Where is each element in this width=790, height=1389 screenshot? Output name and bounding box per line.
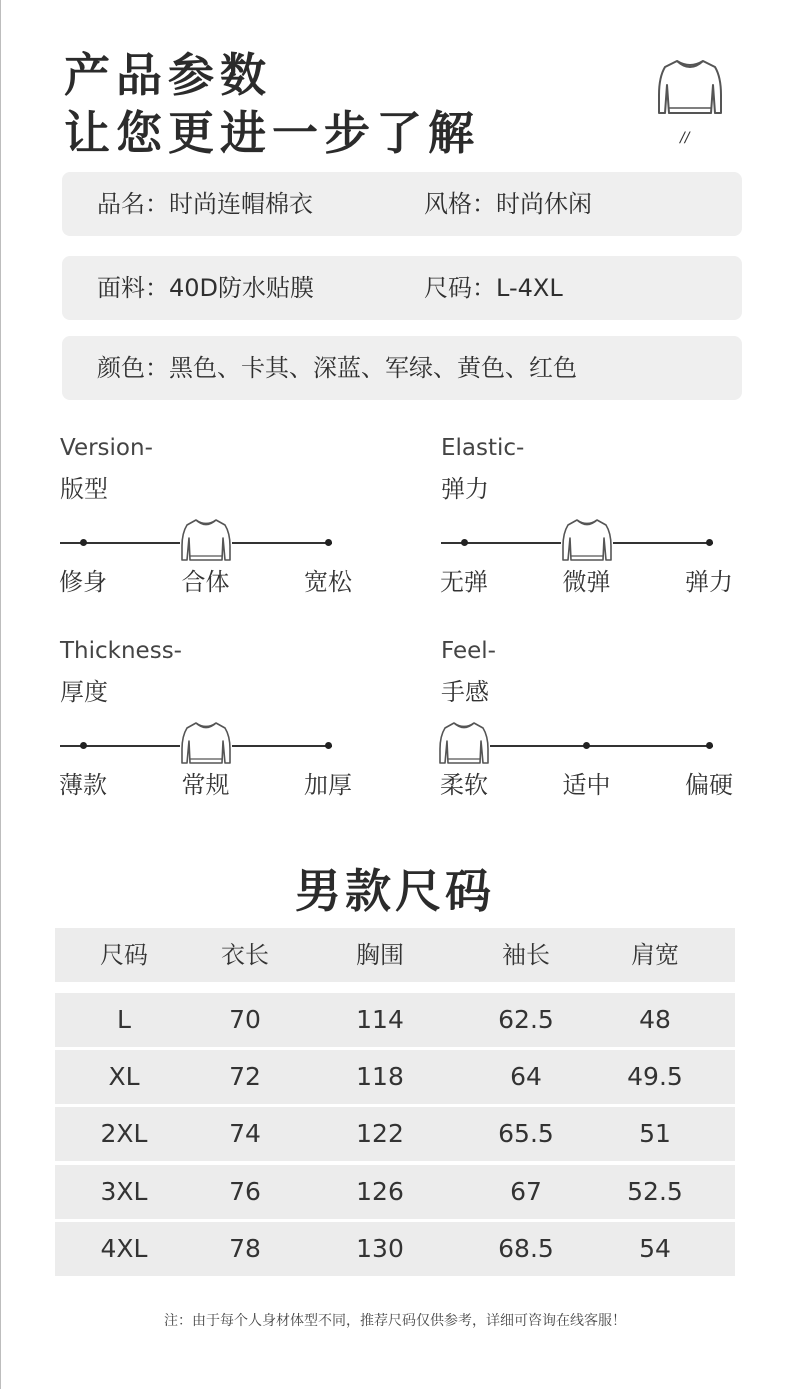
table-row [55,993,735,1047]
param-1-option-1: 微弹 [562,568,611,596]
decorative-mark: // [680,130,690,146]
table-cell: 4XL [100,1234,148,1263]
param-1-option-2: 弹力 [685,568,733,596]
table-header-cell: 袖长 [502,941,550,969]
table-cell: 114 [356,1005,404,1034]
table-header-row [55,928,735,982]
table-cell: 52.5 [627,1177,683,1206]
table-cell: XL [108,1062,140,1091]
param-3-option-1: 适中 [562,771,611,799]
table-cell: 3XL [100,1177,148,1206]
table-cell: 118 [356,1062,404,1091]
info-box-fabric-size [62,256,742,320]
table-cell: 54 [639,1234,671,1263]
param-0-dot-0 [80,539,87,546]
table-cell: 78 [229,1234,261,1263]
table-cell: 65.5 [498,1119,554,1148]
table-cell: 122 [356,1119,404,1148]
table-cell: 62.5 [498,1005,554,1034]
table-cell: 49.5 [627,1062,683,1091]
param-0-cn-label: 版型 [60,475,108,503]
param-3-option-2: 偏硬 [685,771,733,799]
param-2-en-label: Thickness- [60,638,182,664]
table-row [55,1222,735,1276]
param-3-cn-label: 手感 [441,678,489,706]
table-cell: 64 [510,1062,542,1091]
table-row [55,1165,735,1219]
param-1-sweater-icon [561,516,613,564]
param-0-en-label: Version- [60,435,153,461]
param-2-dot-2 [325,742,332,749]
param-2-option-2: 加厚 [304,771,352,799]
param-1-cn-label: 弹力 [441,475,489,503]
param-1-dot-0 [461,539,468,546]
info-box-name-style [62,172,742,236]
param-1-en-label: Elastic- [441,435,525,461]
param-3-en-label: Feel- [441,638,496,664]
param-0-option-2: 宽松 [304,568,352,596]
table-cell: 70 [229,1005,261,1034]
param-2-option-1: 常规 [181,771,230,799]
param-0-option-1: 合体 [181,568,230,596]
page-subtitle: 让您更进一步了解 [64,106,480,160]
info-style: 风格：时尚休闲 [424,190,592,218]
param-0-sweater-icon [180,516,232,564]
table-cell: 51 [639,1119,671,1148]
table-cell: 126 [356,1177,404,1206]
size-chart-title: 男款尺码 [295,864,495,918]
footnote: 注：由于每个人身材体型不同，推荐尺码仅供参考，详细可咨询在线客服！ [164,1313,626,1329]
param-2-dot-0 [80,742,87,749]
table-cell: L [117,1005,131,1034]
info-size-range: 尺码：L-4XL [424,274,563,302]
table-row [55,1050,735,1104]
param-0-option-0: 修身 [59,568,107,596]
info-colors: 颜色：黑色、卡其、深蓝、军绿、黄色、红色 [97,354,577,382]
table-row [55,1107,735,1161]
table-cell: 2XL [100,1119,148,1148]
table-header-cell: 胸围 [356,941,404,969]
table-cell: 76 [229,1177,261,1206]
sweater-icon [655,55,725,121]
param-3-dot-1 [583,742,590,749]
table-header-cell: 肩宽 [631,941,679,969]
left-edge-line [0,0,1,1389]
info-product-name: 品名：时尚连帽棉衣 [97,190,313,218]
param-1-dot-2 [706,539,713,546]
table-header-cell: 衣长 [221,941,269,969]
param-2-option-0: 薄款 [59,771,107,799]
param-1-option-0: 无弹 [440,568,488,596]
table-cell: 67 [510,1177,542,1206]
table-header-cell: 尺码 [100,941,148,969]
param-3-sweater-icon [438,719,490,767]
table-cell: 72 [229,1062,261,1091]
table-cell: 68.5 [498,1234,554,1263]
page-title: 产品参数 [64,48,272,102]
param-2-sweater-icon [180,719,232,767]
table-cell: 48 [639,1005,671,1034]
param-2-cn-label: 厚度 [60,678,108,706]
info-fabric: 面料：40D防水贴膜 [97,274,315,302]
param-3-dot-2 [706,742,713,749]
table-cell: 74 [229,1119,261,1148]
param-3-option-0: 柔软 [440,771,488,799]
info-box-colors [62,336,742,400]
table-cell: 130 [356,1234,404,1263]
param-0-dot-2 [325,539,332,546]
